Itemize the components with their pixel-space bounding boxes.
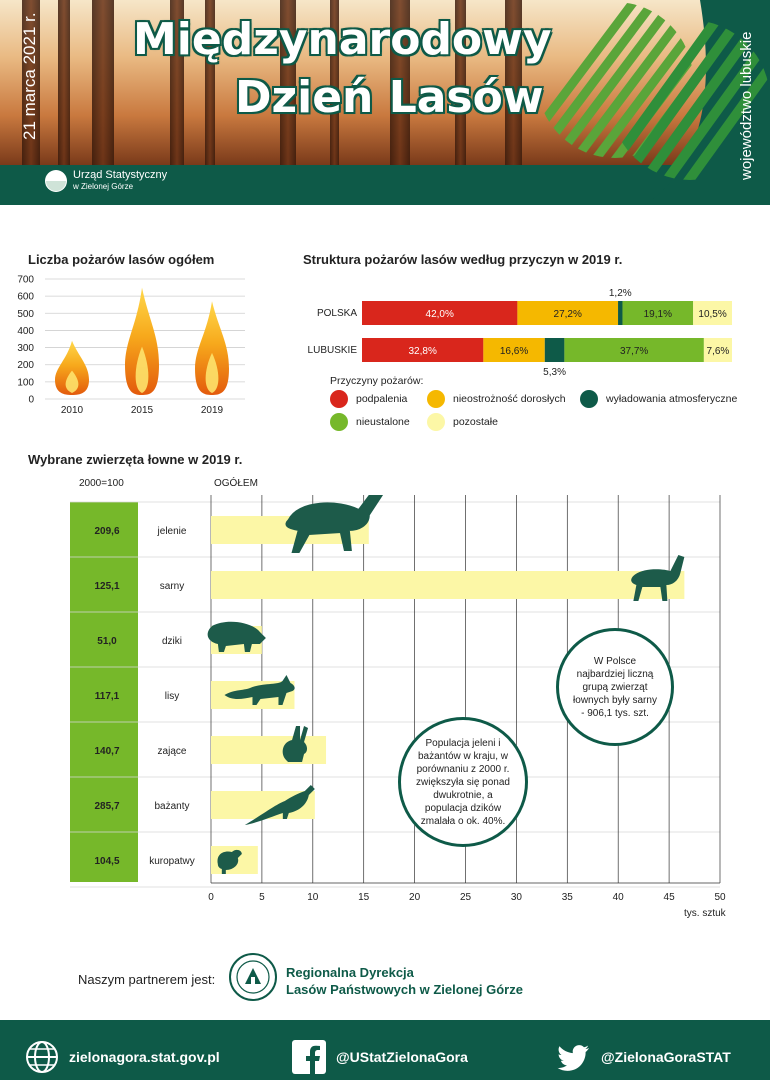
footer-facebook-text[interactable]: @UStatZielonaGora <box>336 1049 468 1065</box>
causes-data-label: 16,6% <box>499 346 529 357</box>
animals-xtick-label: 30 <box>510 892 522 903</box>
partner-label: Naszym partnerem jest: <box>78 972 216 987</box>
callout-roe-deer <box>556 628 674 746</box>
animal-index-label: 51,0 <box>97 636 117 647</box>
total-header: OGÓŁEM <box>214 478 258 489</box>
animals-xtick-label: 0 <box>208 892 214 903</box>
causes-row-label: LUBUSKIE <box>307 345 357 356</box>
animals-xtick-label: 50 <box>714 892 726 903</box>
animals-xtick-label: 40 <box>612 892 624 903</box>
animals-xtick-label: 15 <box>358 892 370 903</box>
date-label: 21 marca 2021 r. <box>20 12 39 140</box>
causes-data-label: 7,6% <box>706 346 730 357</box>
callout-population-change <box>398 717 528 847</box>
legend-label: pozostałe <box>453 416 498 428</box>
fires-ytick-label: 100 <box>17 377 34 389</box>
causes-data-label: 19,1% <box>643 309 672 320</box>
animal-index-label: 104,5 <box>94 856 120 867</box>
index-header: 2000=100 <box>79 478 124 489</box>
legend-label: nieustalone <box>356 416 410 428</box>
page-title-line1: Międzynarodowy <box>133 14 552 65</box>
animals-xtick-label: 25 <box>459 892 472 903</box>
fires-ytick-label: 500 <box>17 308 34 320</box>
footer-twitter[interactable] <box>557 1040 731 1074</box>
page-title-line2: Dzień Lasów <box>235 72 544 123</box>
fires-xtick-label: 2010 <box>60 405 84 416</box>
animal-index-label: 285,7 <box>94 801 120 812</box>
callout-population-change-text: Populacja jeleni i bażantów w kraju, w porównaniu z 2000 r. zwiększyła się ponad dwukrotnie, a populacja dzików zmalała o ok. 40%. <box>416 737 510 827</box>
animals-xtick-label: 20 <box>409 892 421 903</box>
globe-icon <box>25 1040 59 1074</box>
unit-label: tys. sztuk <box>684 908 726 919</box>
animals-xtick-label: 45 <box>663 892 675 903</box>
fires-ytick-label: 700 <box>17 274 34 286</box>
fires-chart <box>0 270 280 420</box>
facebook-icon <box>292 1040 326 1074</box>
legend-item-pozostałe <box>427 413 498 431</box>
partner-name <box>286 964 523 998</box>
partner-name-line1: Regionalna Dyrekcja <box>286 965 414 980</box>
legend-item-podpalenia <box>330 390 407 408</box>
animal-index-label: 209,6 <box>94 526 120 537</box>
causes-data-label: 37,7% <box>619 346 649 357</box>
legend-swatch <box>427 390 445 408</box>
legend-swatch <box>580 390 598 408</box>
animal-bar-sarny <box>211 571 684 599</box>
header-banner <box>0 0 770 205</box>
footer-website[interactable] <box>25 1040 220 1074</box>
footer-website-text[interactable]: zielonagora.stat.gov.pl <box>69 1049 220 1065</box>
legend-swatch <box>330 413 348 431</box>
causes-row-label: POLSKA <box>316 308 357 319</box>
causes-data-label: 42,0% <box>425 309 454 320</box>
causes-legend-title: Przyczyny pożarów: <box>330 375 424 387</box>
animal-index-label: 140,7 <box>94 746 120 757</box>
legend-label: nieostrożność dorosłych <box>453 393 566 405</box>
callout-roe-deer-text: W Polsce najbardziej liczną grupą zwierząt łownych były sarny - 906,1 tys. szt. <box>573 655 657 719</box>
causes-data-label: 32,8% <box>408 346 437 357</box>
partner-name-line2: Lasów Państwowych w Zielonej Górze <box>286 982 523 997</box>
fires-chart-title: Liczba pożarów lasów ogółem <box>28 252 215 267</box>
causes-data-label: 27,2% <box>553 309 582 320</box>
org-logo-block <box>45 169 167 193</box>
causes-data-label: 1,2% <box>608 288 632 299</box>
causes-data-label: 5,3% <box>543 367 566 378</box>
causes-chart-title: Struktura pożarów lasów według przyczyn w 2019 r. <box>303 252 623 267</box>
causes-data-label: 10,5% <box>698 309 727 320</box>
twitter-icon <box>557 1040 591 1074</box>
causes-chart <box>300 280 745 380</box>
animal-name-label: jelenie <box>157 526 187 537</box>
animal-name-label: dziki <box>161 636 183 647</box>
animals-xtick-label: 5 <box>259 892 265 903</box>
causes-bar-wyładowania-atmosferyczne-lubuskie <box>545 338 565 362</box>
fires-ytick-label: 200 <box>17 360 34 372</box>
legend-swatch <box>330 390 348 408</box>
animals-xtick-label: 35 <box>561 892 573 903</box>
fires-ytick-label: 300 <box>17 343 34 355</box>
legend-item-wyładowania-atmosferyczne <box>580 390 737 408</box>
causes-bar-wyładowania-atmosferyczne-polska <box>618 301 622 325</box>
org-logo-icon <box>45 170 67 192</box>
legend-label: wyładowania atmosferyczne <box>606 393 738 405</box>
fires-xtick-label: 2019 <box>200 405 224 416</box>
footer-twitter-text[interactable]: @ZielonaGoraSTAT <box>601 1049 731 1065</box>
org-name: Urząd Statystyczny <box>73 169 168 181</box>
animal-name-label: lisy <box>164 691 180 702</box>
striped-circles-decoration <box>525 0 770 205</box>
fires-xtick-label: 2015 <box>130 405 154 416</box>
fires-ytick-label: 400 <box>17 325 34 337</box>
animal-index-label: 117,1 <box>94 691 120 702</box>
region-label: województwo lubuskie <box>738 31 755 180</box>
footer-facebook[interactable] <box>292 1040 468 1074</box>
forest-service-logo <box>228 950 278 1005</box>
legend-label: podpalenia <box>356 393 408 405</box>
animal-index-label: 125,1 <box>94 581 120 592</box>
legend-item-nieostrożność-dorosłych <box>427 390 566 408</box>
animals-xtick-label: 10 <box>307 892 319 903</box>
fires-ytick-label: 0 <box>28 394 34 406</box>
animal-name-label: bażanty <box>154 801 190 812</box>
animal-name-label: sarny <box>159 581 185 592</box>
animal-name-label: zające <box>157 746 187 757</box>
animal-name-label: kuropatwy <box>149 856 195 867</box>
animals-chart-title: Wybrane zwierzęta łowne w 2019 r. <box>28 452 243 467</box>
org-sub: w Zielonej Górze <box>73 182 134 191</box>
legend-swatch <box>427 413 445 431</box>
fires-ytick-label: 600 <box>17 291 34 303</box>
legend-item-nieustalone <box>330 413 410 431</box>
animal-bar-zające <box>211 736 326 764</box>
